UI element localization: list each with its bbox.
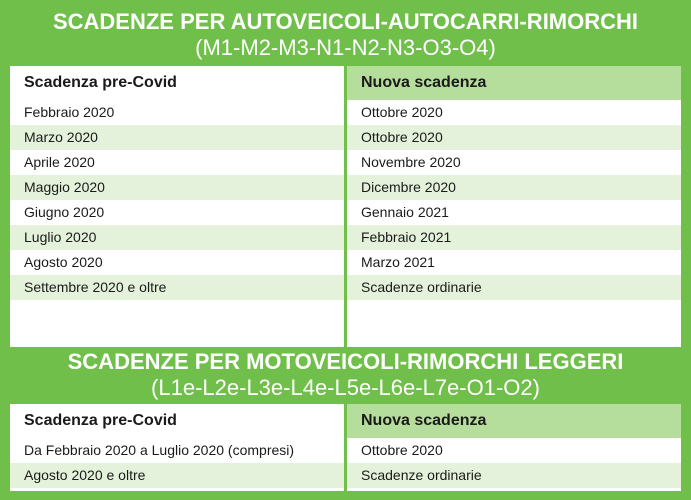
table-cell: Febbraio 2020 xyxy=(10,100,344,125)
section1-title: SCADENZE PER AUTOVEICOLI-AUTOCARRI-RIMORCHI xyxy=(52,9,639,34)
section2-column-new xyxy=(347,404,681,491)
section1-subtitle: (M1-M2-M3-N1-N2-N3-O3-O4) xyxy=(195,35,496,60)
section2-subtitle: (L1e-L2e-L3e-L4e-L5e-L6e-L7e-O1-O2) xyxy=(151,375,540,400)
table-cell: Scadenze ordinarie xyxy=(347,275,681,300)
table-cell: Luglio 2020 xyxy=(10,225,344,250)
table-cell: Marzo 2021 xyxy=(347,250,681,275)
section2-table xyxy=(10,404,681,491)
section1-header-old: Scadenza pre-Covid xyxy=(10,66,344,100)
table-cell: Agosto 2020 xyxy=(10,250,344,275)
section1-column-old xyxy=(10,66,344,347)
section1-column-new xyxy=(347,66,681,347)
table-cell: Novembre 2020 xyxy=(347,150,681,175)
table-cell: Aprile 2020 xyxy=(10,150,344,175)
table-cell: Dicembre 2020 xyxy=(347,175,681,200)
table-cell: Ottobre 2020 xyxy=(347,438,681,463)
section2-title-block xyxy=(0,349,691,401)
table-cell: Gennaio 2021 xyxy=(347,200,681,225)
section1-table xyxy=(10,66,681,347)
section2-column-old xyxy=(10,404,344,491)
table-cell: Marzo 2020 xyxy=(10,125,344,150)
table-cell: Giugno 2020 xyxy=(10,200,344,225)
section1-header-new: Nuova scadenza xyxy=(347,66,681,100)
section2-header-new: Nuova scadenza xyxy=(347,404,681,438)
table-cell: Scadenze ordinarie xyxy=(347,463,681,488)
table-cell: Ottobre 2020 xyxy=(347,125,681,150)
table-cell: Febbraio 2021 xyxy=(347,225,681,250)
section2-header-old: Scadenza pre-Covid xyxy=(10,404,344,438)
section1-title-block xyxy=(0,9,691,61)
table-cell: Agosto 2020 e oltre xyxy=(10,463,344,488)
table-cell: Maggio 2020 xyxy=(10,175,344,200)
section2-title: SCADENZE PER MOTOVEICOLI-RIMORCHI LEGGERI xyxy=(67,349,624,374)
table-cell: Ottobre 2020 xyxy=(347,100,681,125)
table-cell: Da Febbraio 2020 a Luglio 2020 (compresi) xyxy=(10,438,344,463)
table-cell: Settembre 2020 e oltre xyxy=(10,275,344,300)
